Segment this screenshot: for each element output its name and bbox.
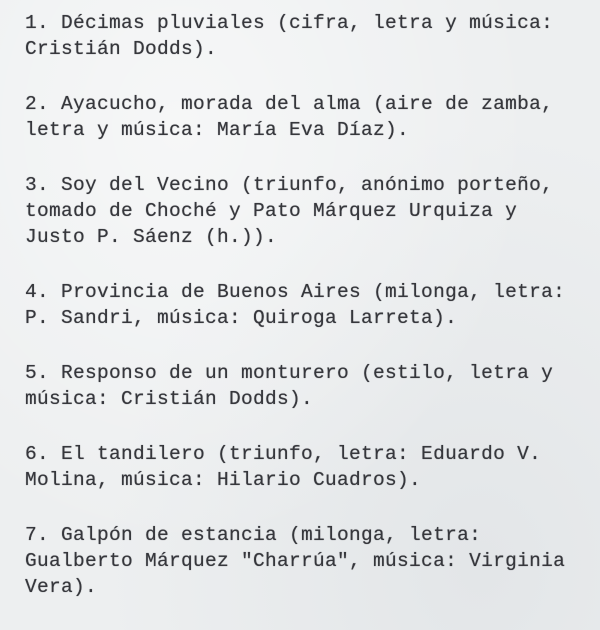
list-item-line: Justo P. Sáenz (h.)). [25, 226, 278, 248]
list-item-line: 2. Ayacucho, morada del alma (aire de zamba, [25, 93, 554, 115]
list-item-5 [25, 360, 580, 412]
list-item-line: música: Cristián Dodds). [25, 388, 314, 410]
list-item-line: P. Sandri, música: Quiroga Larreta). [25, 307, 458, 329]
list-item-line: Cristián Dodds). [25, 38, 218, 60]
list-item-2 [25, 91, 580, 143]
list-item-6 [25, 441, 580, 493]
list-item-1 [25, 10, 580, 62]
list-item-line: 1. Décimas pluviales (cifra, letra y música: [25, 12, 554, 34]
list-item-line: 7. Galpón de estancia (milonga, letra: [25, 524, 482, 546]
list-item-4 [25, 279, 580, 331]
list-item-line: Gualberto Márquez "Charrúa", música: Virginia [25, 550, 566, 572]
list-item-line: tomado de Choché y Pato Márquez Urquiza y [25, 200, 518, 222]
list-item-line: 5. Responso de un monturero (estilo, letra y [25, 362, 554, 384]
list-item-7 [25, 522, 580, 600]
list-item-line: 3. Soy del Vecino (triunfo, anónimo porteño, [25, 174, 554, 196]
list-item-line: 4. Provincia de Buenos Aires (milonga, letra: [25, 281, 566, 303]
list-item-line: 6. El tandilero (triunfo, letra: Eduardo V. [25, 443, 542, 465]
list-item-line: letra y música: María Eva Díaz). [25, 119, 410, 141]
list-item-line: Vera). [25, 576, 98, 598]
list-item-3 [25, 172, 580, 250]
list-item-line: Molina, música: Hilario Cuadros). [25, 469, 422, 491]
